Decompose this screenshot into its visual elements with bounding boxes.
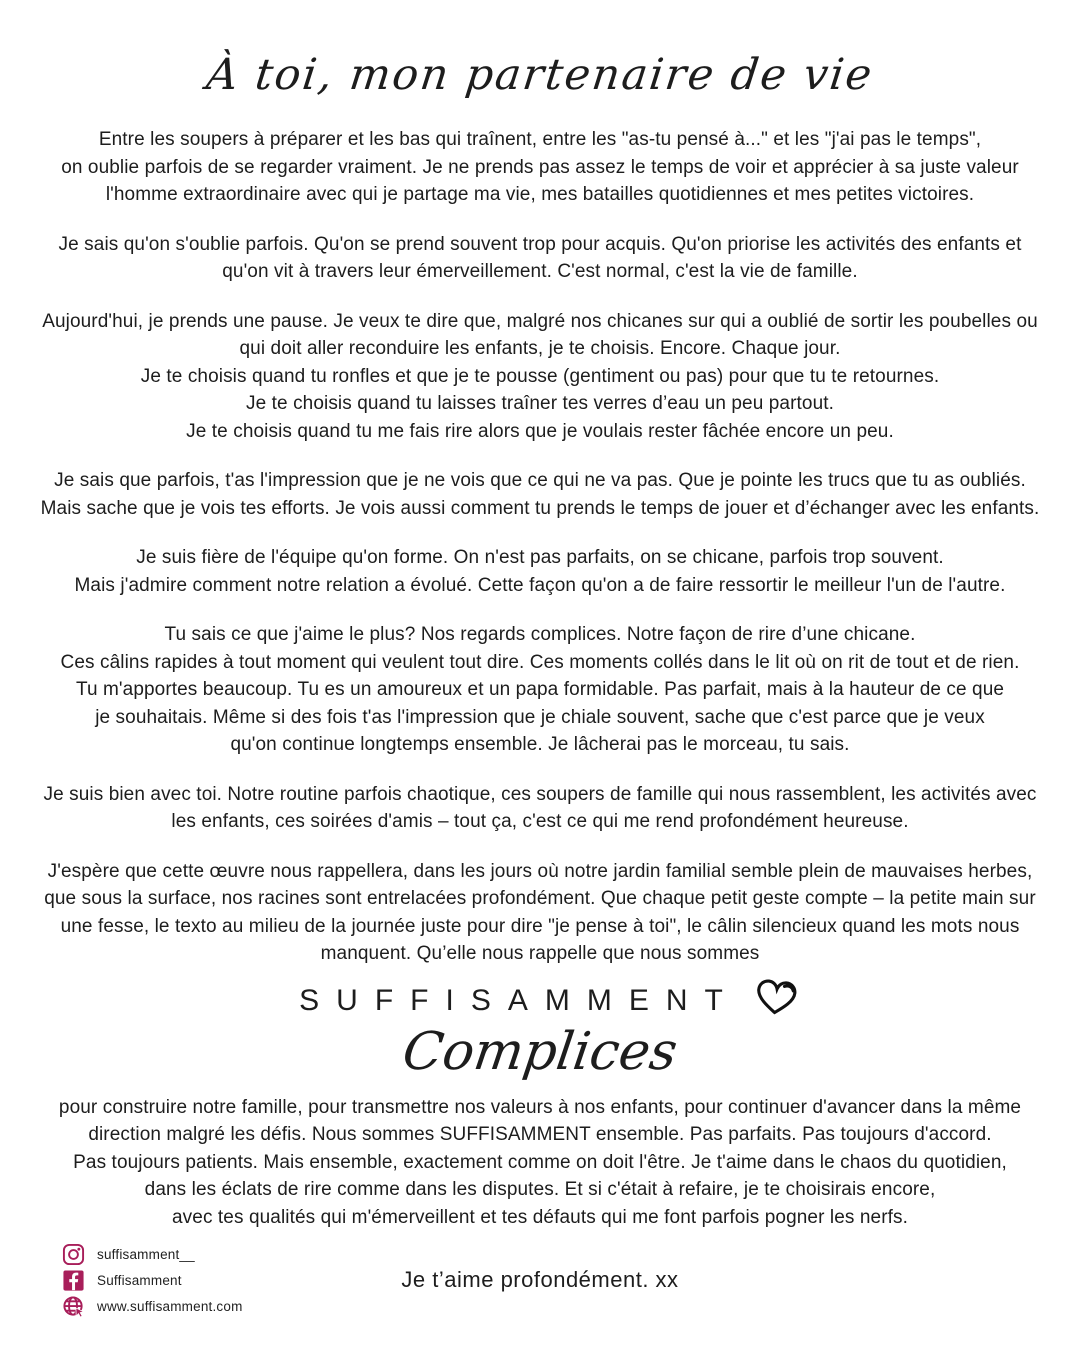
text-line: Je te choisis quand tu ronfles et que je te pousse (gentiment ou pas) pour que tu te retournes. (140, 365, 940, 387)
text-line: Je te choisis quand tu laisses traîner tes verres d’eau un peu partout. (246, 393, 834, 414)
social-item-website[interactable] (62, 1293, 243, 1319)
text-line: que sous la surface, nos racines sont entrelacées profondément. Que chaque petit geste compte – la petite main sur (44, 888, 1036, 909)
closing-message: Je t’aime profondément. xx (401, 1267, 679, 1292)
paragraph (24, 231, 1056, 286)
instagram-icon (62, 1243, 85, 1266)
text-line: Je te choisis quand tu me fais rire alors que je voulais rester fâchée encore un peu. (186, 420, 894, 442)
text-line: Mais j'admire comment notre relation a évolué. Cette façon qu'on a de faire ressortir le meilleur l'un de l'autre. (74, 574, 1006, 596)
text-line: direction malgré les défis. Nous sommes SUFFISAMMENT ensemble. Pas parfaits. Pas toujours d'accord. (88, 1124, 992, 1145)
text-line: Je sais qu'on s'oublie parfois. Qu'on se prend souvent trop pour acquis. Qu'on priorise les activités des enfants et (58, 233, 1022, 255)
letter-body (0, 126, 1080, 968)
text-line: qu'on continue longtemps ensemble. Je lâcherai pas le morceau, tu sais. (230, 734, 850, 755)
text-line: une fesse, le texto au milieu de la journée juste pour dire "je pense à toi", le câlin silencieux quand les mots nous (60, 915, 1020, 937)
paragraph (24, 308, 1056, 446)
paragraph (24, 467, 1056, 522)
text-line: Je suis fière de l'équipe qu'on forme. On n'est pas parfaits, on se chicane, parfois trop souvent. (136, 547, 944, 568)
footer (0, 1239, 1080, 1349)
instagram-handle: suffisamment__ (97, 1246, 195, 1262)
paragraph (24, 544, 1056, 599)
text-line: les enfants, ces soirées d'amis – tout ça, c'est ce qui me rend profondément heureuse. (171, 811, 909, 832)
text-line: qu'on vit à travers leur émerveillement. C'est normal, c'est la vie de famille. (222, 261, 858, 282)
text-line: qui doit aller reconduire les enfants, je te choisis. Encore. Chaque jour. (239, 338, 841, 359)
text-line: Je sais que parfois, t'as l'impression que je ne vois que ce qui ne va pas. Que je pointe les trucs que tu as oubliés. (54, 470, 1026, 491)
brand-script-word: Complices (399, 1021, 681, 1082)
text-line: Ces câlins rapides à tout moment qui veulent tout dire. Ces moments collés dans le lit où on rit de tout et de rien. (60, 651, 1020, 673)
text-line: J'espère que cette œuvre nous rappellera, dans les jours où notre jardin familial semble plein de mauvaises herbes, (47, 860, 1033, 882)
globe-icon (62, 1295, 85, 1318)
website-url: www.suffisamment.com (97, 1298, 243, 1314)
paragraph (24, 858, 1056, 968)
text-line: je souhaitais. Même si des fois t'as l'impression que je chiale souvent, sache que c'est parce que je veux (95, 706, 985, 728)
paragraph (24, 621, 1056, 759)
brand-wordmark: SUFFISAMMENT (299, 983, 740, 1017)
paragraph (24, 781, 1056, 836)
text-line: dans les éclats de rire comme dans les disputes. Et si c'était à refaire, je te choisirais encore, (144, 1179, 936, 1200)
page-title: À toi, mon partenaire de vie (203, 50, 877, 100)
closing-body (0, 1094, 1080, 1232)
text-line: Tu sais ce que j'aime le plus? Nos regards complices. Notre façon de rire d’une chicane. (164, 624, 916, 645)
text-line: Je suis bien avec toi. Notre routine parfois chaotique, ces soupers de famille qui nous rassemblent, les activités avec (43, 783, 1037, 805)
paragraph (24, 126, 1056, 209)
brand-row (0, 980, 1080, 1022)
text-line: l'homme extraordinaire avec qui je partage ma vie, mes batailles quotidiennes et mes petites victoires. (105, 184, 975, 205)
text-line: Aujourd'hui, je prends une pause. Je veux te dire que, malgré nos chicanes sur qui a oublié de sortir les poubelles ou (42, 310, 1038, 332)
text-line: manquent. Qu’elle nous rappelle que nous sommes (320, 943, 760, 964)
heart-icon (752, 976, 800, 1020)
text-line: Entre les soupers à préparer et les bas qui traînent, entre les "as-tu pensé à..." et les "j'ai pas le temps", (98, 129, 982, 150)
facebook-name: Suffisamment (97, 1272, 182, 1288)
text-line: avec tes qualités qui m'émerveillent et tes défauts qui me font parfois pogner les nerfs. (172, 1206, 908, 1228)
text-line: Tu m'apportes beaucoup. Tu es un amoureux et un papa formidable. Pas parfait, mais à la hauteur de ce que (75, 679, 1005, 700)
text-line: Pas toujours patients. Mais ensemble, exactement comme on doit l'être. Je t'aime dans le chaos du quotidien, (73, 1151, 1007, 1173)
text-line: pour construire notre famille, pour transmettre nos valeurs à nos enfants, pour continuer d'avancer dans la même (58, 1096, 1022, 1118)
paragraph (24, 1094, 1056, 1232)
text-line: on oublie parfois de se regarder vraiment. Je ne prends pas assez le temps de voir et apprécier à sa juste valeur (61, 156, 1019, 178)
text-line: Mais sache que je vois tes efforts. Je vois aussi comment tu prends le temps de jouer et d’échanger avec les enfants. (40, 497, 1040, 519)
social-item-instagram[interactable] (62, 1241, 243, 1267)
